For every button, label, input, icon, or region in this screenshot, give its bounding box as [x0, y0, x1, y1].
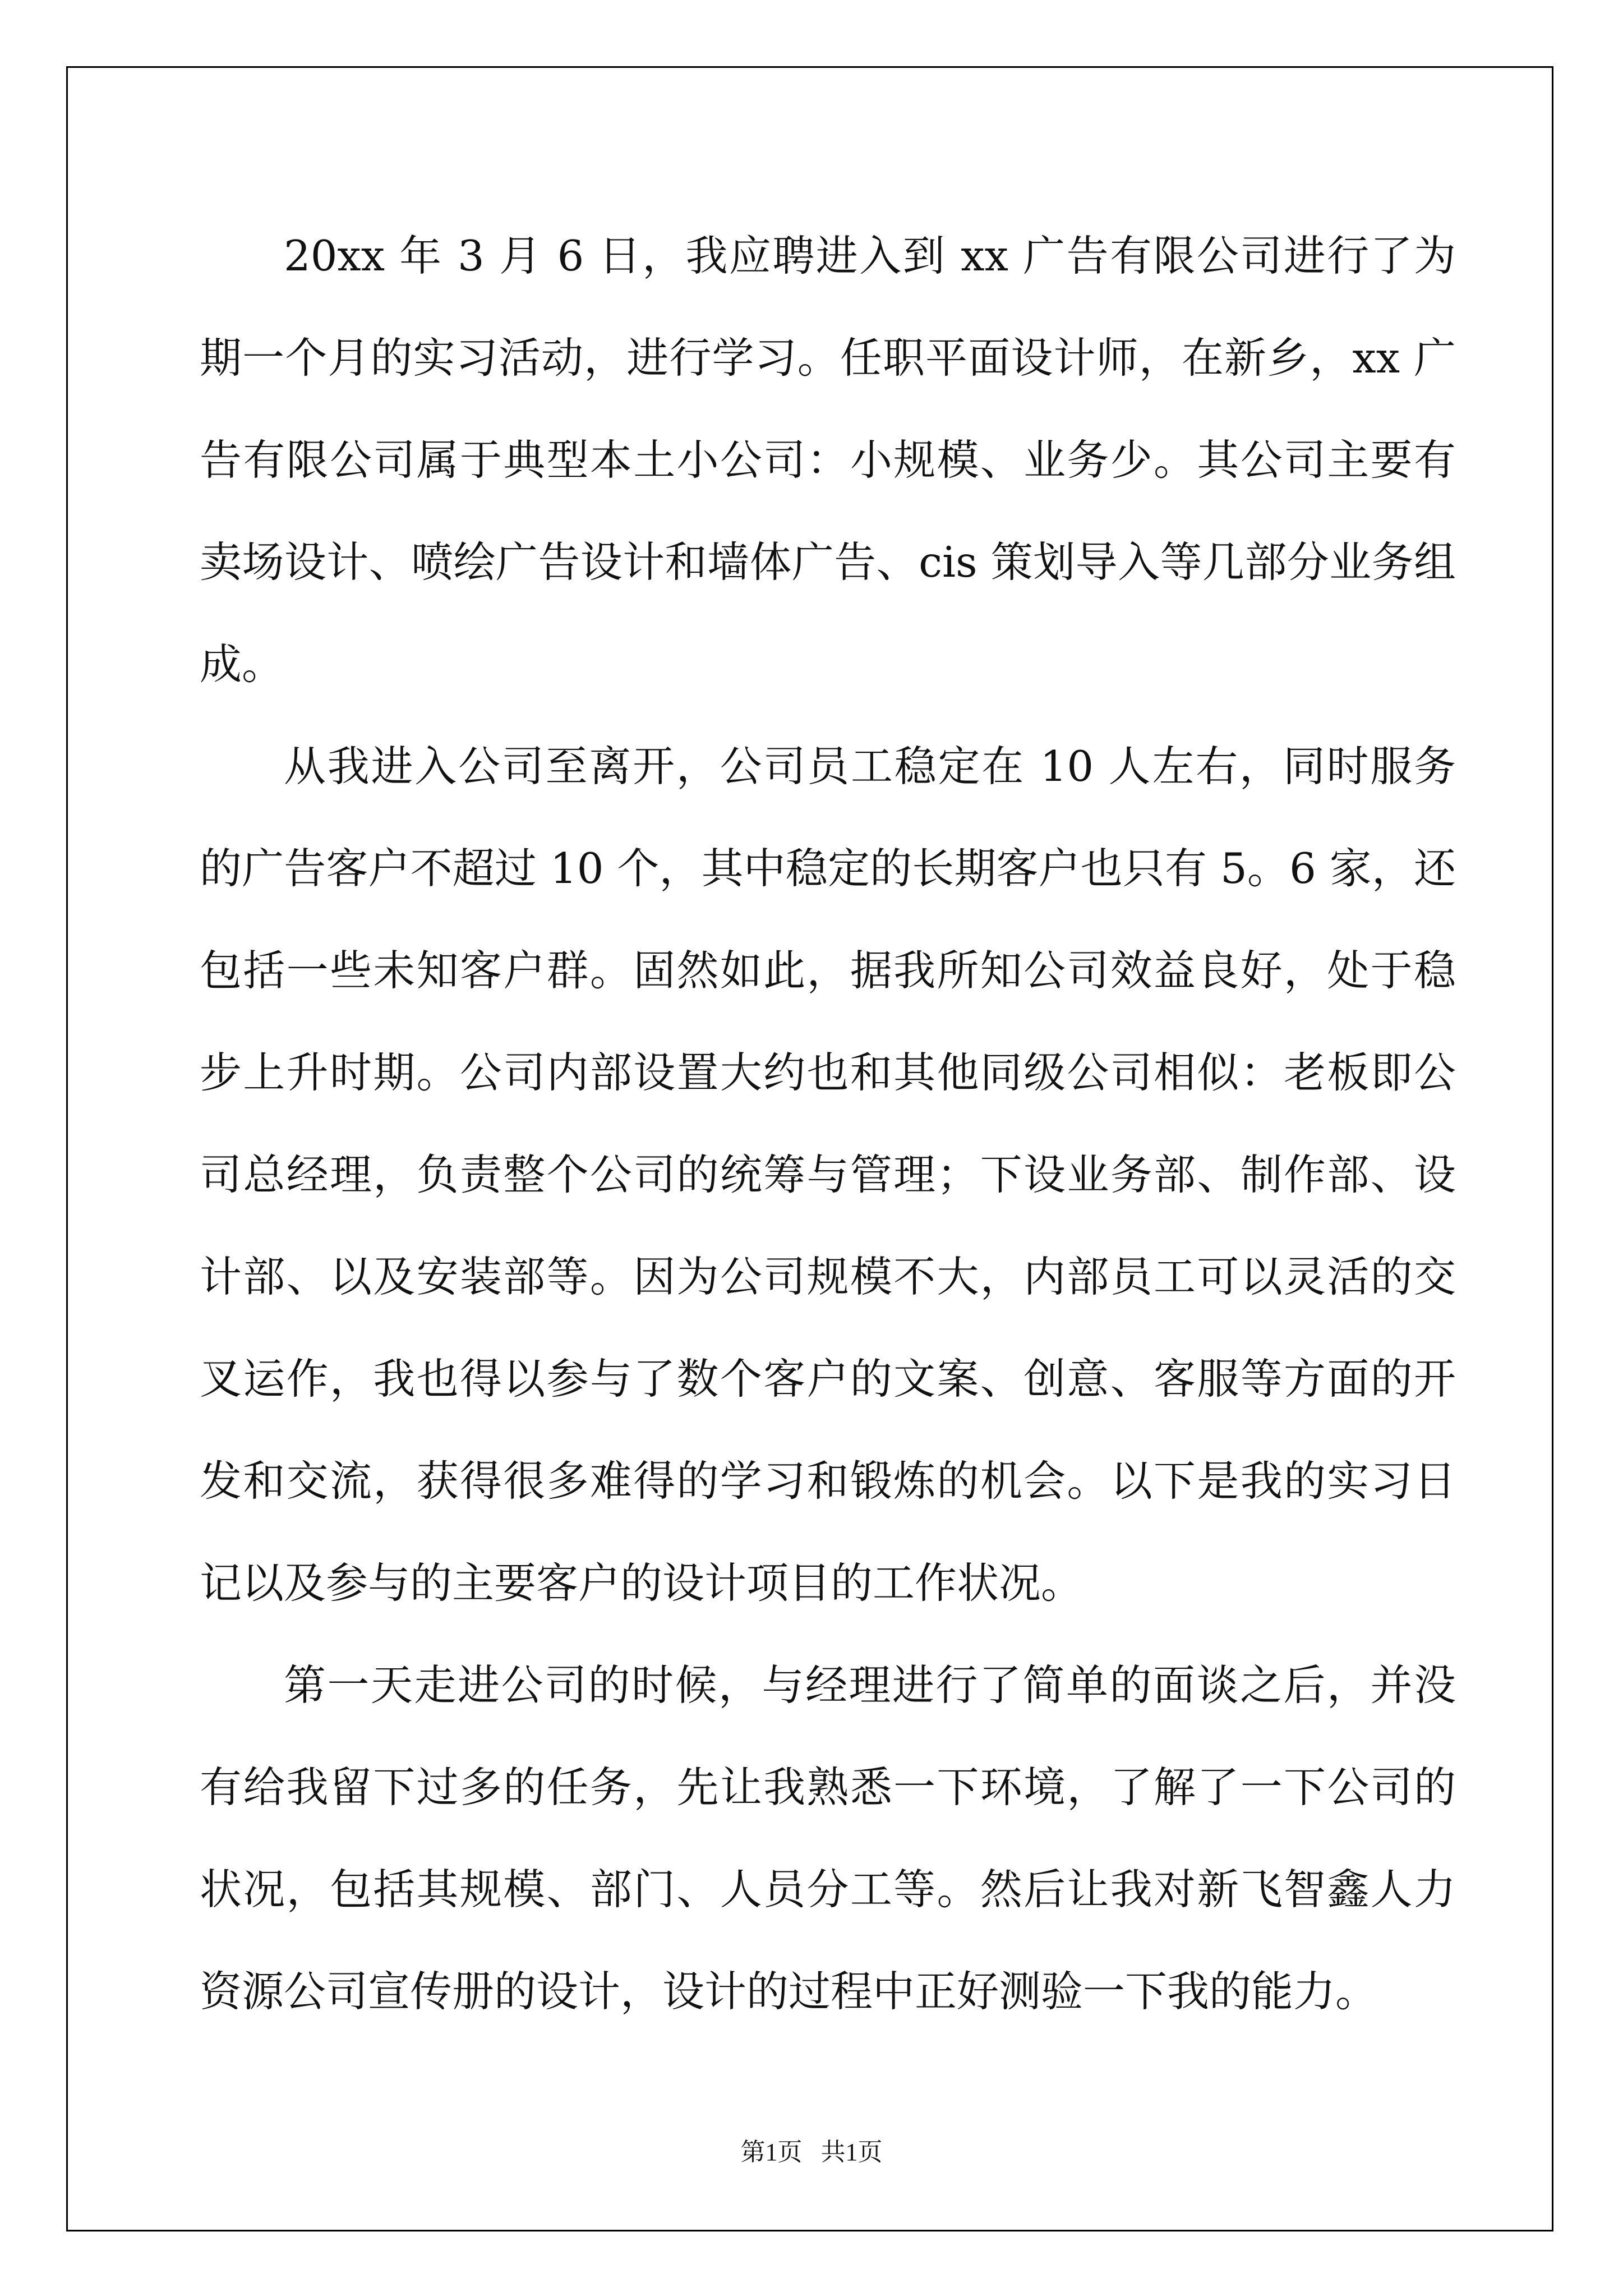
paragraph-1: 20xx 年 3 月 6 日，我应聘进入到 xx 广告有限公司进行了为期一个月的实习活动，进行学习。任职平面设计师，在新乡，xx 广告有限公司属于典型本土小公司：小规模、业务少。其公司主要有卖场设计、喷绘广告设计和墙体广告、cis 策划导入等几部分业务组成。 — [200, 231, 1456, 689]
paragraph-2: 从我进入公司至离开，公司员工稳定在 10 人左右，同时服务的广告客户不超过 10 个，其中稳定的长期客户也只有 5。6 家，还包括一些未知客户群。固然如此，据我所知公司效益良好，处于稳步上升时期。公司内部设置大约也和其他同级公司相似：老板即公司总经理，负责整个公司的统筹与管理；下设业务部、制作部、设计部、以及安装部等。因为公司规模不大，内部员工可以灵活的交叉运作，我也得以参与了数个客户的文案、创意、客服等方面的开发和交流，获得很多难得的学习和锻炼的机会。以下是我的实习日记以及参与的主要客户的设计项目的工作状况。 — [200, 742, 1456, 1608]
paragraph-3: 第一天走进公司的时候，与经理进行了简单的面谈之后，并没有给我留下过多的任务，先让我熟悉一下环境，了解了一下公司的状况，包括其规模、部门、人员分工等。然后让我对新飞智鑫人力资源公司宣传册的设计，设计的过程中正好测验一下我的能力。 — [200, 1660, 1456, 2016]
document-body — [200, 205, 1456, 2042]
page-footer: 第1页 共1页 — [740, 2138, 883, 2166]
